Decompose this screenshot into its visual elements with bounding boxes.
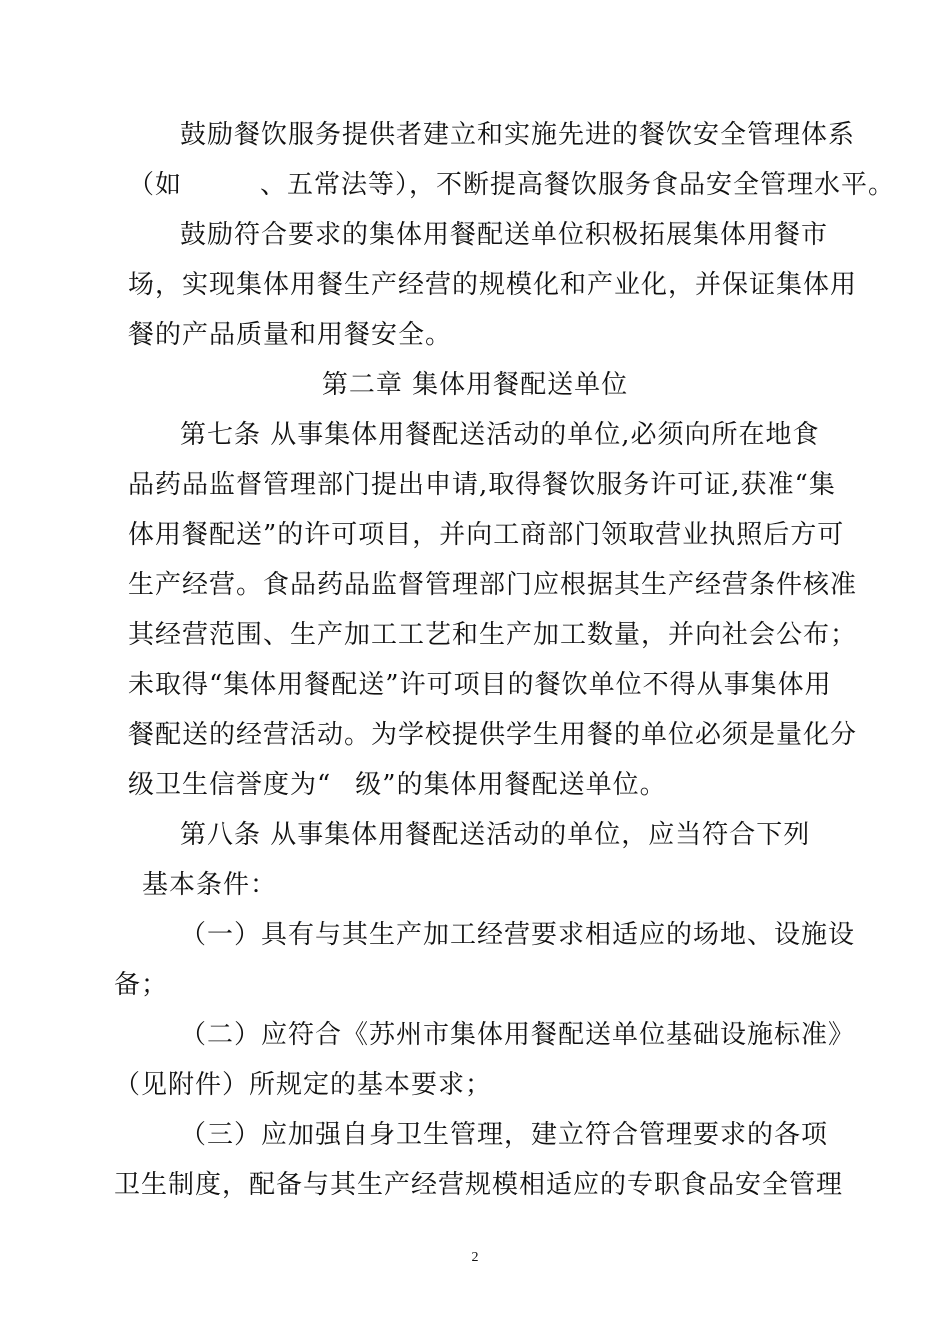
paragraph-text: 、五常法等），不断提高餐饮服务食品安全管理水平。 bbox=[260, 170, 896, 200]
paragraph-line: （二）应符合《苏州市集体用餐配送单位基础设施标准》 bbox=[180, 1020, 856, 1050]
paragraph-line: （见附件）所规定的基本要求； bbox=[114, 1070, 493, 1100]
paragraph-text: 级”的集体用餐配送单位。 bbox=[355, 770, 667, 800]
paragraph-line: 餐的产品质量和用餐安全。 bbox=[128, 320, 453, 350]
paragraph-text: 级卫生信誉度为“ bbox=[128, 770, 332, 800]
paragraph-line: 餐配送的经营活动。为学校提供学生用餐的单位必须是量化分 bbox=[128, 720, 858, 750]
paragraph-line: 第八条 从事集体用餐配送活动的单位，应当符合下列 bbox=[180, 820, 811, 850]
paragraph-line bbox=[128, 768, 667, 802]
paragraph-line: 品药品监督管理部门提出申请,取得餐饮服务许可证,获准“集 bbox=[128, 470, 836, 500]
paragraph-line: 第七条 从事集体用餐配送活动的单位,必须向所在地食 bbox=[180, 420, 820, 450]
paragraph-line: 体用餐配送”的许可项目，并向工商部门领取营业执照后方可 bbox=[128, 520, 845, 550]
paragraph-line: 其经营范围、生产加工工艺和生产加工数量，并向社会公布； bbox=[128, 620, 858, 650]
paragraph-line: （一）具有与其生产加工经营要求相适应的场地、设施设 bbox=[180, 920, 856, 950]
paragraph-text: （如 bbox=[128, 170, 183, 200]
paragraph-line: 未取得“集体用餐配送”许可项目的餐饮单位不得从事集体用 bbox=[128, 670, 832, 700]
page-number: 2 bbox=[471, 1250, 479, 1265]
chapter-heading: 第二章 集体用餐配送单位 bbox=[321, 370, 629, 400]
paragraph-line: 生产经营。食品药品监督管理部门应根据其生产经营条件核准 bbox=[128, 570, 858, 600]
paragraph-line: （三）应加强自身卫生管理，建立符合管理要求的各项 bbox=[180, 1120, 829, 1150]
paragraph-line: 鼓励符合要求的集体用餐配送单位积极拓展集体用餐市 bbox=[180, 220, 829, 250]
paragraph-line: 基本条件： bbox=[142, 870, 278, 900]
paragraph-line: 场，实现集体用餐生产经营的规模化和产业化，并保证集体用 bbox=[128, 270, 858, 300]
paragraph-line: 鼓励餐饮服务提供者建立和实施先进的餐饮安全管理体系 bbox=[180, 120, 856, 150]
paragraph-line: 备； bbox=[114, 970, 169, 1000]
paragraph-line: 卫生制度，配备与其生产经营规模相适应的专职食品安全管理 bbox=[114, 1170, 844, 1200]
paragraph-line bbox=[128, 168, 895, 202]
